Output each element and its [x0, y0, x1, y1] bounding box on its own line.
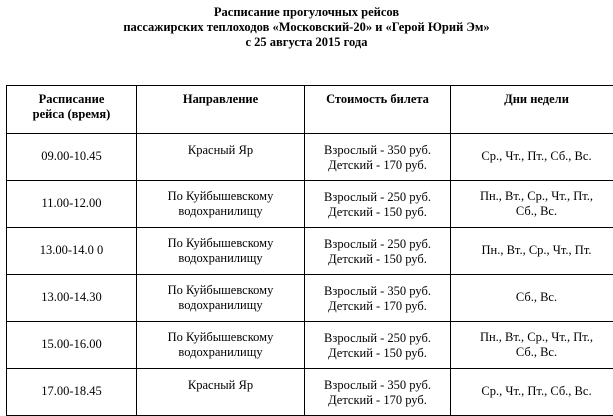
- table-row: [7, 181, 613, 228]
- days-cell: [451, 228, 613, 275]
- time-value: 15.00-16.00: [7, 322, 136, 352]
- time-cell: [7, 369, 137, 416]
- document-title: [0, 5, 613, 50]
- time-value: 09.00-10.45: [7, 134, 136, 164]
- child-price: Детский - 170 руб.: [305, 393, 450, 408]
- table-row: [7, 134, 613, 181]
- direction-value-line-1: По Куйбышевскому: [137, 330, 304, 345]
- adult-price: Взрослый - 250 руб.: [305, 331, 450, 346]
- direction-value-line-2: водохранилищу: [137, 204, 304, 219]
- price-cell: [305, 134, 451, 181]
- column-header-time: [7, 86, 137, 134]
- child-price: Детский - 150 руб.: [305, 252, 450, 267]
- time-value: 11.00-12.00: [7, 181, 136, 211]
- direction-value-line-2: водохранилищу: [137, 251, 304, 266]
- direction-cell: [137, 322, 305, 369]
- days-value-line-1: Пн., Вт., Ср., Чт., Пт.,: [451, 189, 613, 204]
- time-value: 13.00-14.30: [7, 275, 136, 305]
- table-row: [7, 228, 613, 275]
- direction-cell: [137, 134, 305, 181]
- column-header-time-line-2: рейса (время): [7, 107, 136, 122]
- table-row: [7, 322, 613, 369]
- adult-price: Взрослый - 350 руб.: [305, 284, 450, 299]
- table-row: [7, 369, 613, 416]
- price-cell: [305, 369, 451, 416]
- days-value-line-1: Пн., Вт., Ср., Чт., Пт.,: [451, 330, 613, 345]
- days-value: Пн., Вт., Ср., Чт., Пт.: [451, 243, 613, 258]
- time-cell: [7, 322, 137, 369]
- column-header-price: Стоимость билета: [305, 86, 451, 134]
- adult-price: Взрослый - 250 руб.: [305, 237, 450, 252]
- child-price: Детский - 170 руб.: [305, 299, 450, 314]
- child-price: Детский - 150 руб.: [305, 205, 450, 220]
- title-line-2: пассажирских теплоходов «Московский-20» и «Герой Юрий Эм»: [0, 20, 613, 35]
- direction-value-line-2: водохранилищу: [137, 345, 304, 360]
- schedule-table: [6, 85, 613, 416]
- price-cell: [305, 181, 451, 228]
- direction-value-line-1: По Куйбышевскому: [137, 189, 304, 204]
- direction-value-line-2: водохранилищу: [137, 298, 304, 313]
- table-row: [7, 275, 613, 322]
- time-value: 17.00-18.45: [7, 369, 136, 399]
- days-cell: [451, 369, 613, 416]
- column-header-direction: Направление: [137, 86, 305, 134]
- direction-value: Красный Яр: [137, 378, 304, 393]
- time-cell: [7, 181, 137, 228]
- days-value: Ср., Чт., Пт., Сб., Вс.: [451, 149, 613, 164]
- adult-price: Взрослый - 350 руб.: [305, 378, 450, 393]
- child-price: Детский - 170 руб.: [305, 158, 450, 173]
- days-cell: [451, 322, 613, 369]
- column-header-time-line-1: Расписание: [7, 92, 136, 107]
- time-cell: [7, 228, 137, 275]
- time-cell: [7, 275, 137, 322]
- price-cell: [305, 322, 451, 369]
- days-cell: [451, 181, 613, 228]
- time-cell: [7, 134, 137, 181]
- price-cell: [305, 228, 451, 275]
- title-line-1: Расписание прогулочных рейсов: [0, 5, 613, 20]
- days-cell: [451, 134, 613, 181]
- direction-cell: [137, 181, 305, 228]
- days-value-line-2: Сб., Вс.: [451, 204, 613, 219]
- days-cell: [451, 275, 613, 322]
- days-value-line-2: Сб., Вс.: [451, 345, 613, 360]
- direction-cell: [137, 228, 305, 275]
- title-line-3: с 25 августа 2015 года: [0, 35, 613, 50]
- direction-cell: [137, 369, 305, 416]
- time-value: 13.00-14.0 0: [7, 228, 136, 258]
- direction-value: Красный Яр: [137, 143, 304, 158]
- child-price: Детский - 150 руб.: [305, 346, 450, 361]
- days-value: Сб., Вс.: [451, 290, 613, 305]
- direction-cell: [137, 275, 305, 322]
- adult-price: Взрослый - 250 руб.: [305, 190, 450, 205]
- days-value: Ср., Чт., Пт., Сб., Вс.: [451, 384, 613, 399]
- adult-price: Взрослый - 350 руб.: [305, 143, 450, 158]
- column-header-days: Дни недели: [451, 86, 613, 134]
- table-header-row: [7, 86, 613, 134]
- price-cell: [305, 275, 451, 322]
- direction-value-line-1: По Куйбышевскому: [137, 236, 304, 251]
- direction-value-line-1: По Куйбышевскому: [137, 283, 304, 298]
